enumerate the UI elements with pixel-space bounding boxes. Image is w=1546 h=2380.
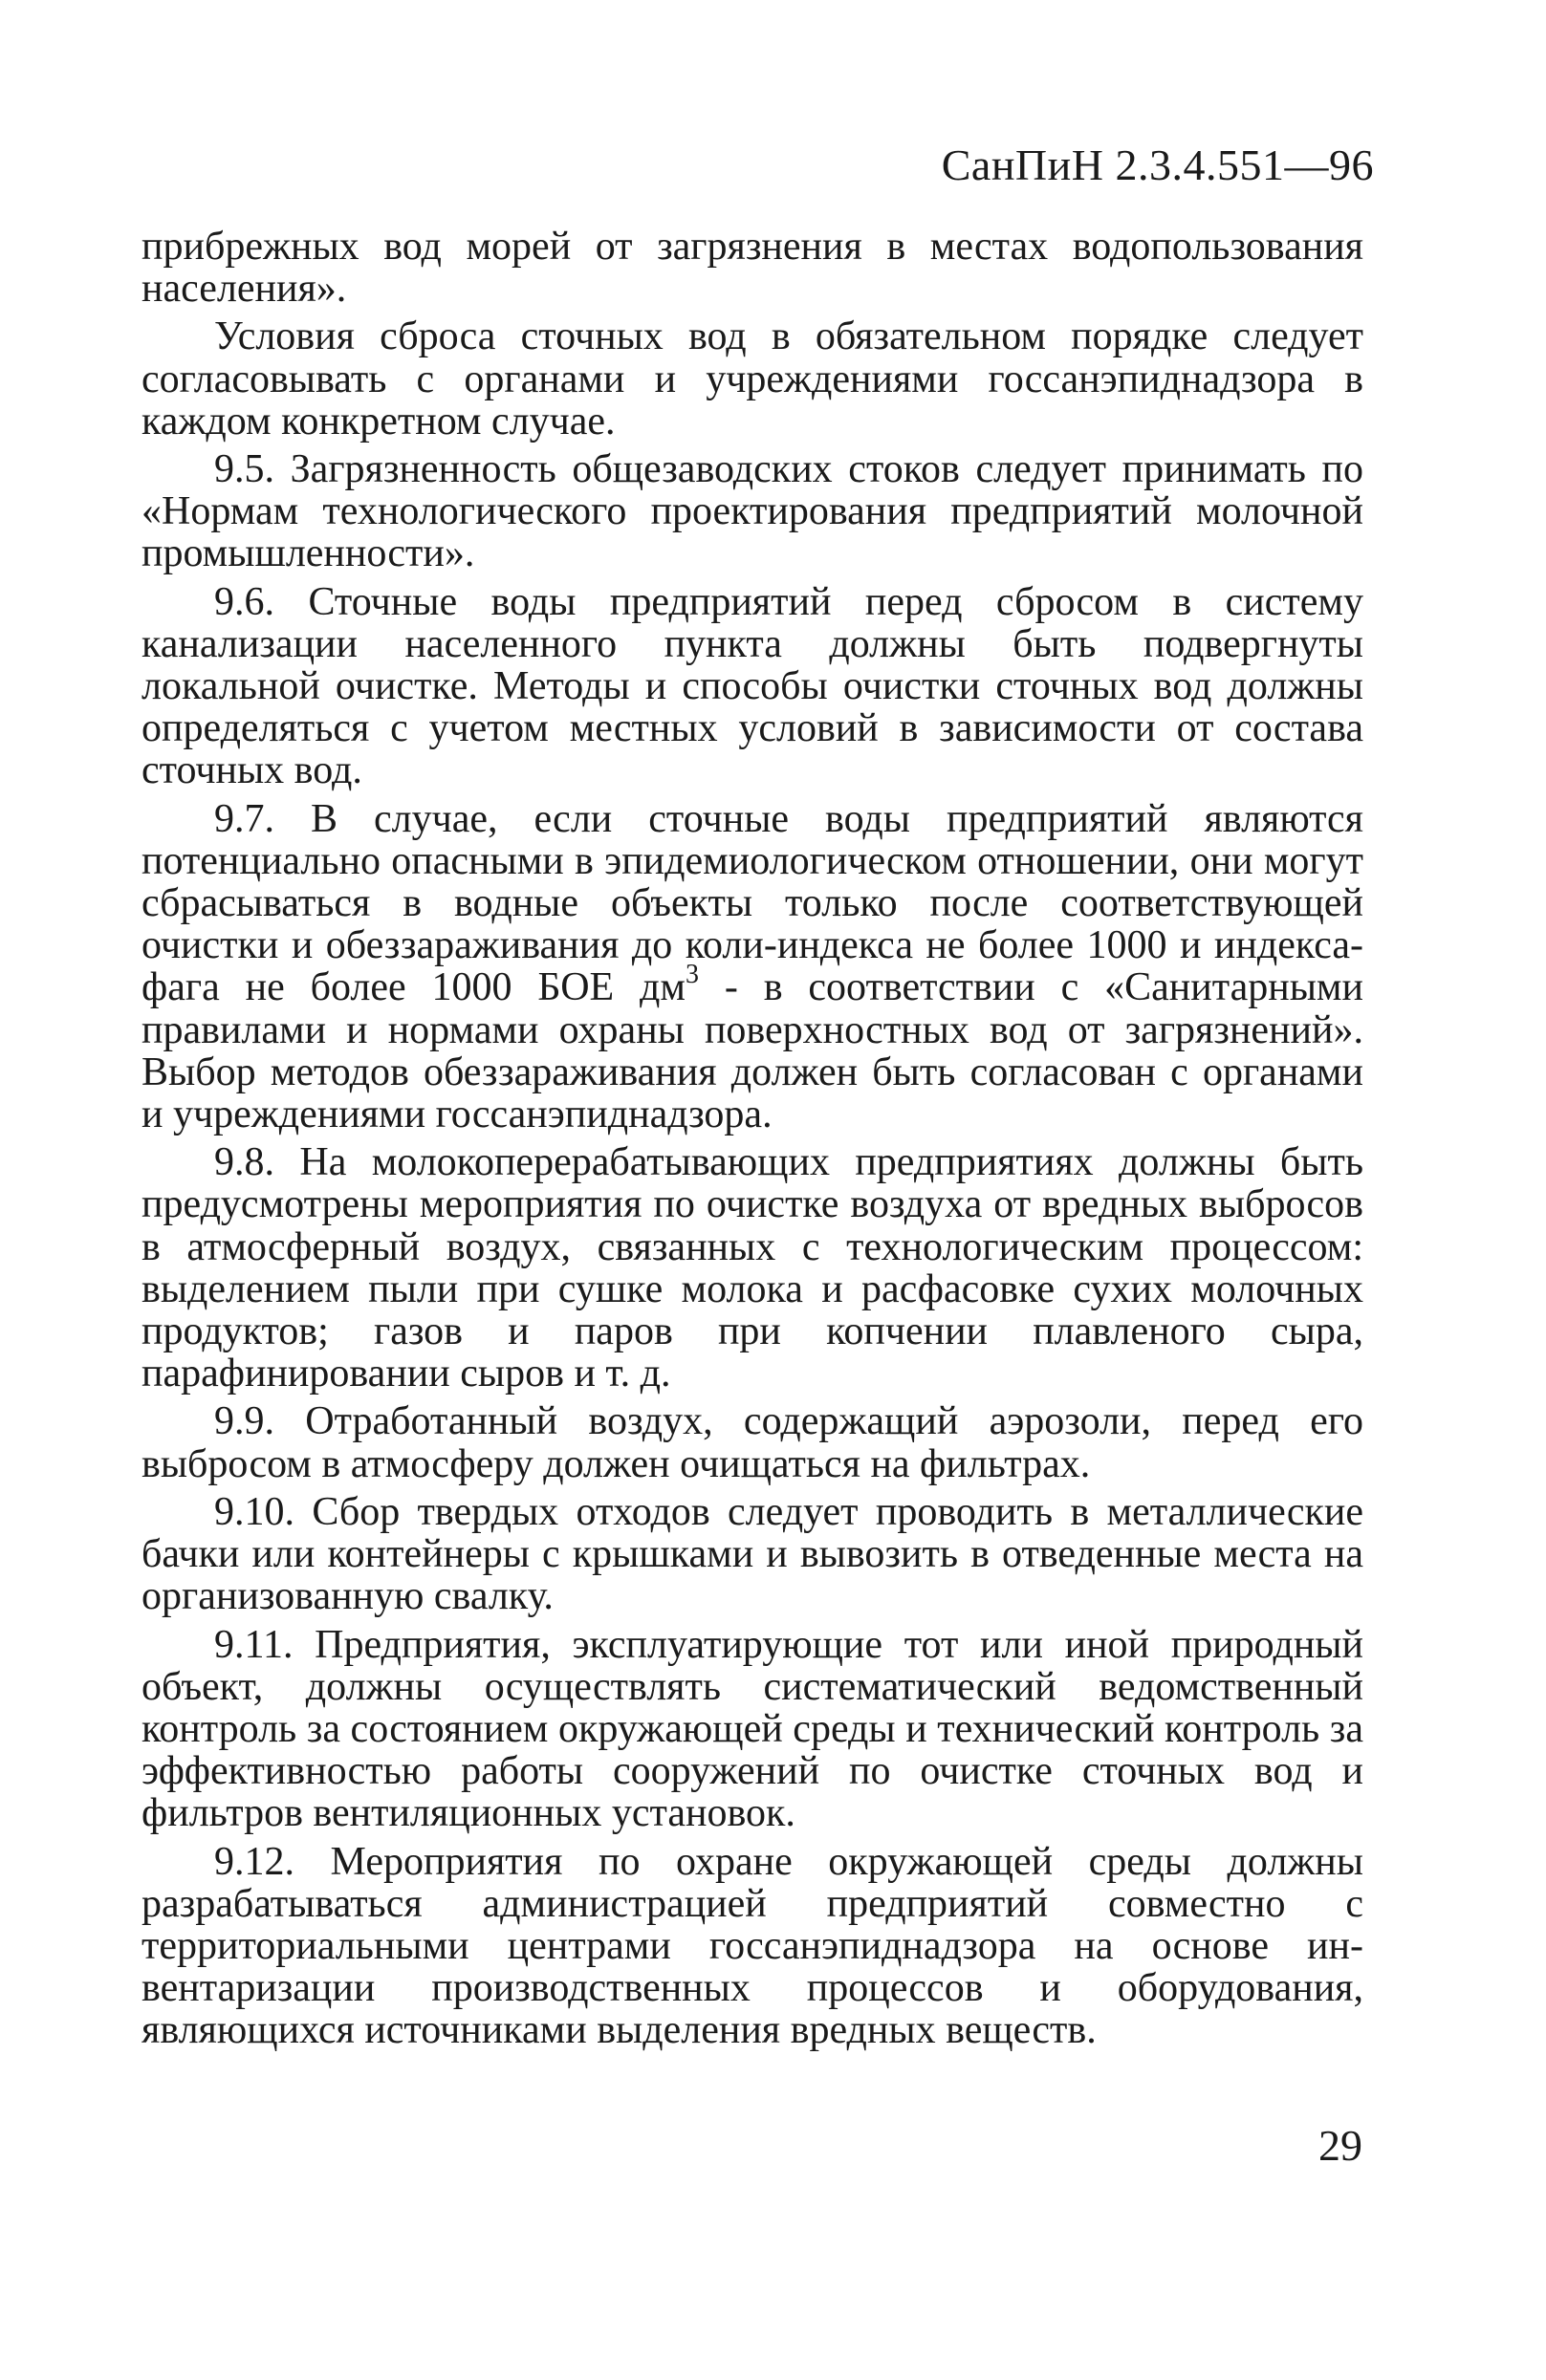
paragraph-9-12: 9.12. Мероприятия по охране окружающей среды должны разрабатываться администрацией предприятий совместно с территориальными центрами госсанэпиднадзора на основе инвентаризации производственных процессов и оборудования, являющихся источниками выделения вредных веществ. [142, 1839, 1363, 2053]
paragraph-9-10: 9.10. Сбор твердых отходов следует проводить в металлические бачки или контейнеры с крышками и вывозить в отведенные места на организованную свалку. [142, 1489, 1363, 1619]
paragraph-9-11: 9.11. Предприятия, эксплуатирующие тот или иной природный объект, должны осуществлять систематический ведомственный контроль за состоянием окружающей среды и технический контроль за эффективностью работы сооружений по очистке сточных вод и фильтров вентиляционных установок. [142, 1622, 1363, 1836]
paragraph-continuation: прибрежных вод морей от загрязнения в местах водопользования населения». [142, 225, 1363, 312]
paragraph-9-8: 9.8. На молокоперерабатывающих предприятиях должны быть предусмотрены мероприятия по очистке воздуха от вредных выбросов в атмосферный воздух, связанных с технологическим процессом: выделением пыли при сушке молока и расфасовке сухих молочных продуктов; газов и паров при копчении плавленого сыра, парафинировании сыров и т. д. [142, 1140, 1363, 1396]
paragraph-discharge-conditions: Условия сброса сточных вод в обязательном порядке следует согласовывать с органами и учреждениями госсанэпиднадзора в каждом конкретном случае. [142, 314, 1363, 444]
paragraph-9-7-text-after: - в соответствии с «Санитарными правилами и нормами охраны поверхностных вод от загрязнений». Выбор методов обеззараживания должен быть согласован с органами и учреждениями госсанэпиднадзора. [142, 965, 1363, 1137]
paragraph-9-6: 9.6. Сточные воды предприятий перед сбросом в систему канализации населенного пункта должны быть подвергнуты локальной очистке. Методы и способы очистки сточных вод должны определяться с учетом местных условий в зависимости от состава сточных вод. [142, 579, 1363, 793]
superscript-cube: 3 [686, 960, 699, 990]
paragraph-9-9: 9.9. Отработанный воздух, содержащий аэрозоли, перед его выбросом в атмосферу должен очищаться на фильтрах. [142, 1399, 1363, 1486]
paragraph-9-5: 9.5. Загрязненность общезаводских стоков следует принимать по «Нормам технологического проектирования предприятий молочной промышленности». [142, 447, 1363, 576]
paragraph-9-7-text-before: 9.7. В случае, если сточные воды предприятий являются потенциально опасными в эпидемиологическом отношении, они могут сбрасываться в водные объекты только после соответствующей очистки и обеззараживания до коли-индекса не более 1000 и индекса-фага не более 1000 БОЕ дм [142, 796, 1363, 1010]
page-number: 29 [1318, 2121, 1362, 2170]
paragraph-9-7 [142, 798, 1363, 1136]
body-text [142, 226, 1363, 2058]
document-code-header: СанПиН 2.3.4.551—96 [941, 141, 1374, 189]
